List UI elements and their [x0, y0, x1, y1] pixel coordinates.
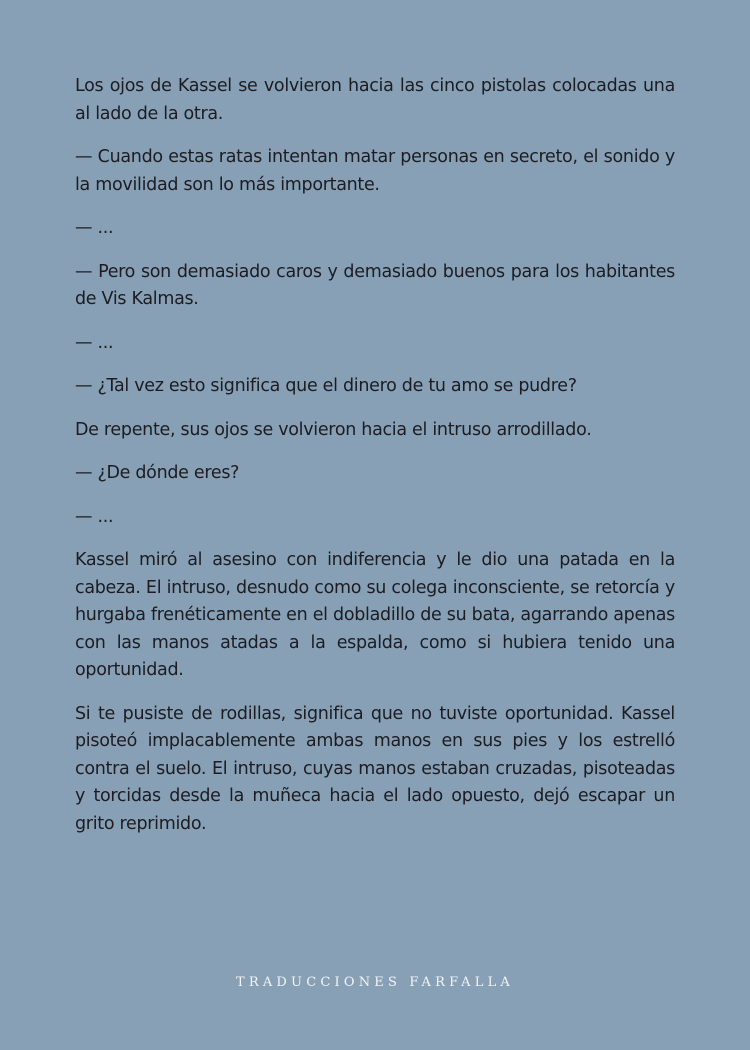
paragraph: — Cuando estas ratas intentan matar personas en secreto, el sonido y la movilidad son lo más importante.: [75, 147, 675, 195]
paragraph: De repente, sus ojos se volvieron hacia el intruso arrodillado.: [75, 419, 592, 440]
paragraph: — ¿De dónde eres?: [75, 463, 240, 483]
paragraph: — Pero son demasiado caros y demasiado buenos para los habitantes de Vis Kalmas.: [75, 261, 675, 309]
page-body: [75, 73, 675, 854]
paragraph: — ...: [75, 332, 114, 353]
paragraph: — ...: [75, 506, 114, 527]
paragraph: Si te pusiste de rodillas, significa que no tuviste oportunidad. Kassel pisoteó implacablemente ambas manos en sus pies y los estrelló contra el suelo. El intruso, cuyas manos estaban cruzadas, pisoteadas y torcidas desde la muñeca hacia el lado opuesto, dejó escapar un grito reprimido.: [75, 703, 675, 834]
paragraph: — ¿Tal vez esto significa que el dinero de tu amo se pudre?: [75, 376, 577, 396]
paragraph: — ...: [75, 218, 114, 238]
paragraph: Kassel miró al asesino con indiferencia y le dio una patada en la cabeza. El intruso, desnudo como su colega inconsciente, se retorcía y hurgaba frenéticamente en el dobladillo de su bata, agarrando apenas con las manos atadas a la espalda, como si hubiera tenido una oportunidad.: [75, 550, 675, 680]
paragraph: Los ojos de Kassel se volvieron hacia las cinco pistolas colocadas una al lado de la otra.: [75, 76, 675, 124]
page-footer: TRADUCCIONES FARFALLA: [235, 975, 514, 990]
